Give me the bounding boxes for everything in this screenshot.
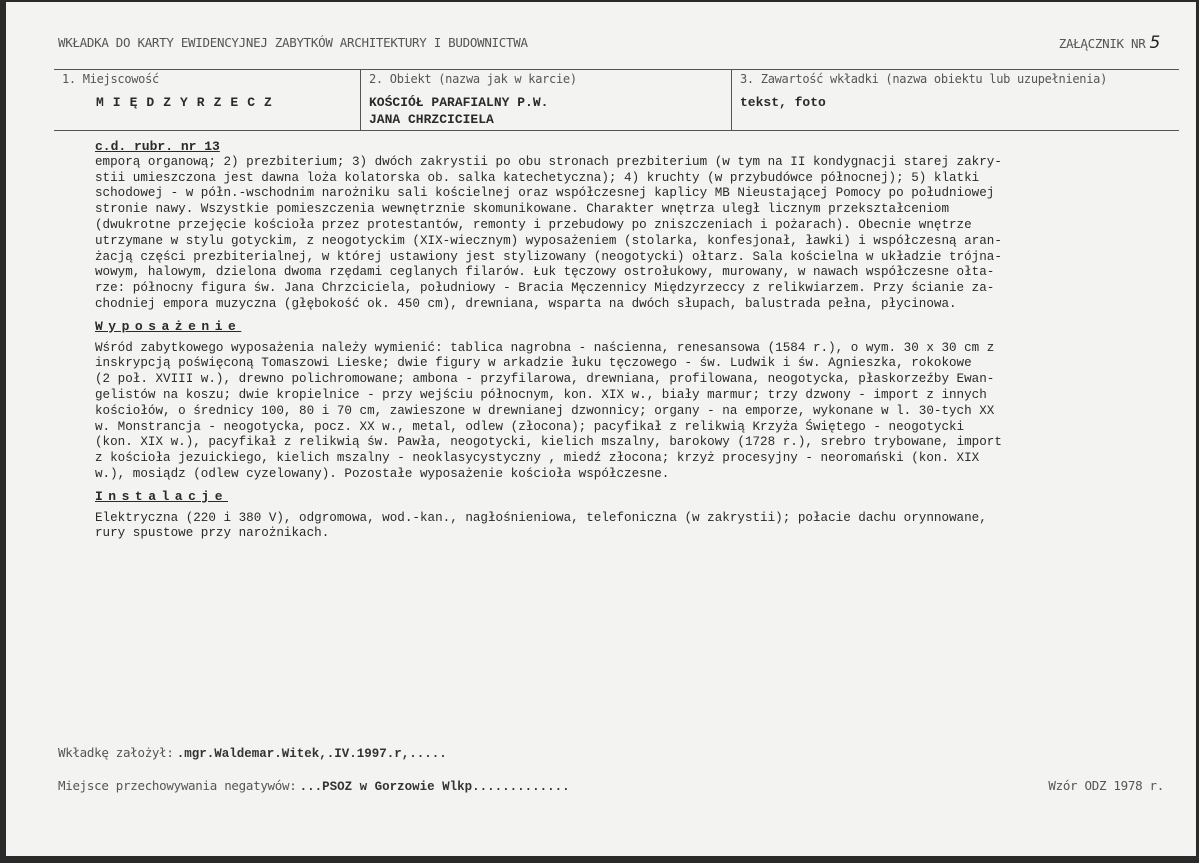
header-fields [54, 69, 1179, 131]
founder-label: Wkładkę założył: [58, 745, 174, 760]
text-line: wowym, halowym, dzielona dwoma rzędami ceglanych filarów. Łuk tęczowy ostrołukowy, murowany, w nawach współczesne ołta- [95, 265, 995, 280]
text-line: stronie nawy. Wszystkie pomieszczenia wewnętrznie skomunikowane. Charakter wnętrza uległ licznym przekształceniom [95, 202, 949, 217]
text-line: Wśród zabytkowego wyposażenia należy wymienić: tablica nagrobna - naścienna, renesansowa (1584 r.), o wym. 30 x 30 cm z [95, 340, 995, 355]
founder-value: .mgr.Waldemar.Witek,.IV.1997.r,..... [176, 747, 447, 761]
text-line: w.), mosiądz (odlew cyzelowany). Pozostałe wyposażenie kościoła współczesne. [95, 466, 670, 481]
document-page [6, 2, 1196, 856]
text-line: (2 poł. XVIII w.), drewno polichromowane; ambona - przyfilarowa, drewniana, profilowana, neogotycka, płaskorzeźby Ewan- [95, 372, 995, 387]
section-heading-continuation: c.d. rubr. nr 13 [95, 139, 220, 154]
text-line: rze: północny figura św. Jana Chrzciciela, południowy - Bracia Męczennicy Międzyrzeccy z relikwiarzem. Przy ścianie za- [95, 281, 995, 296]
section-furnishings [95, 341, 1125, 483]
field-value: MIĘDZYRZECZ [96, 95, 281, 110]
field-value-line: KOŚCIÓŁ PARAFIALNY P.W. [369, 95, 549, 110]
annex-label-text: ZAŁĄCZNIK NR [1058, 36, 1146, 51]
field-value: tekst, foto [740, 95, 826, 110]
field-label: 2. Obiekt (nazwa jak w karcie) [369, 72, 577, 86]
text-line: chodniej empora muzyczna (głębokość ok. 450 cm), drewniana, wsparta na dwóch słupach, balustrada pełna, płycinowa. [95, 296, 957, 311]
text-line: z kościoła jezuickiego, kielich mszalny - neoklasycystyczny , miedź złocona; krzyż procesyjny - neoromański (kon. XIX [95, 451, 980, 466]
document-body [95, 139, 1125, 542]
text-line: inskrypcją poświęconą Tomaszowi Lieske; dwie figury w arkadzie łuku tęczowego - św. Ludwik i św. Agnieszka, rokokowe [95, 356, 972, 371]
text-line: schodowej - w półn.-wschodnim narożniku sali kościelnej oraz współczesnej kaplicy MB Nieustającej Pomocy po południowej [95, 186, 995, 201]
footer-negatives [58, 778, 570, 794]
document-title: WKŁADKA DO KARTY EWIDENCYJNEJ ZABYTKÓW ARCHITEKTURY I BUDOWNICTWA [58, 35, 528, 50]
field-value [369, 94, 548, 128]
annex-number: 5 [1149, 33, 1160, 53]
field-value-line: JANA CHRZCICIELA [369, 112, 494, 127]
section-heading-furnishings: Wyposażenie [95, 318, 242, 334]
annex-label [1059, 33, 1160, 53]
text-line: emporą organową; 2) prezbiterium; 3) dwóch zakrystii po obu stronach prezbiterium (w tym na II kondygnacji starej zakry- [95, 154, 1002, 169]
text-line: kościołów, o średnicy 100, 80 i 70 cm, zawieszone w drewnianej dzwonnicy; organy - na emporze, wykonane w l. 30-tych XX [95, 403, 995, 418]
text-line: rury spustowe przy narożnikach. [95, 526, 330, 541]
template-version: Wzór ODZ 1978 r. [1048, 778, 1164, 793]
section-installations [95, 511, 1125, 543]
text-line: (dwukrotne przejęcie kościoła przez protestantów, remonty i przebudowy po zniszczeniach i pożarach). Obecnie wnętrze [95, 217, 972, 232]
field-object [360, 70, 731, 130]
field-label: 3. Zawartość wkładki (nazwa obiektu lub uzupełnienia) [740, 72, 1108, 86]
section-heading-installations: Instalacje [95, 488, 229, 504]
section-continuation [95, 155, 1125, 313]
negatives-value: ...PSOZ w Gorzowie Wlkp............. [299, 780, 570, 794]
footer-founder [58, 745, 447, 761]
field-label: 1. Miejscowość [62, 72, 159, 86]
field-contents [731, 70, 1180, 130]
text-line: stii umieszczona jest dawna loża kolatorska ob. salka katechetyczna); 4) kruchty (w przybudówce północnej); 5) klatki [95, 170, 980, 185]
text-line: w. Monstrancja - neogotycka, pocz. XX w., metal, odlew (złocona); pacyfikał z relikwią Krzyża Świętego - neogotycki [95, 419, 965, 434]
text-line: żacją części prezbiterialnej, w której ustawiony jest stylizowany (neogotycki) ołtarz. Sala kościelna w układzie trójna- [95, 249, 1002, 264]
negatives-label: Miejsce przechowywania negatywów: [58, 778, 297, 793]
text-line: utrzymane w stylu gotyckim, z neogotyckim (XIX-wiecznym) wyposażeniem (stolarka, konfesjonał, ławki) i współczesną aran- [95, 233, 1002, 248]
field-locality [54, 70, 360, 130]
text-line: (kon. XIX w.), pacyfikał z relikwią św. Pawła, neogotycki, kielich mszalny, barokowy (1728 r.), srebro trybowane, import [95, 435, 1002, 450]
text-line: Elektryczna (220 i 380 V), odgromowa, wod.-kan., nagłośnieniowa, telefoniczna (w zakrystii); połacie dachu orynnowane, [95, 510, 987, 525]
text-line: gelistów na koszu; dwie kropielnice - przy wejściu północnym, kon. XIX w., biały marmur; trzy dzwony - import z innych [95, 387, 987, 402]
